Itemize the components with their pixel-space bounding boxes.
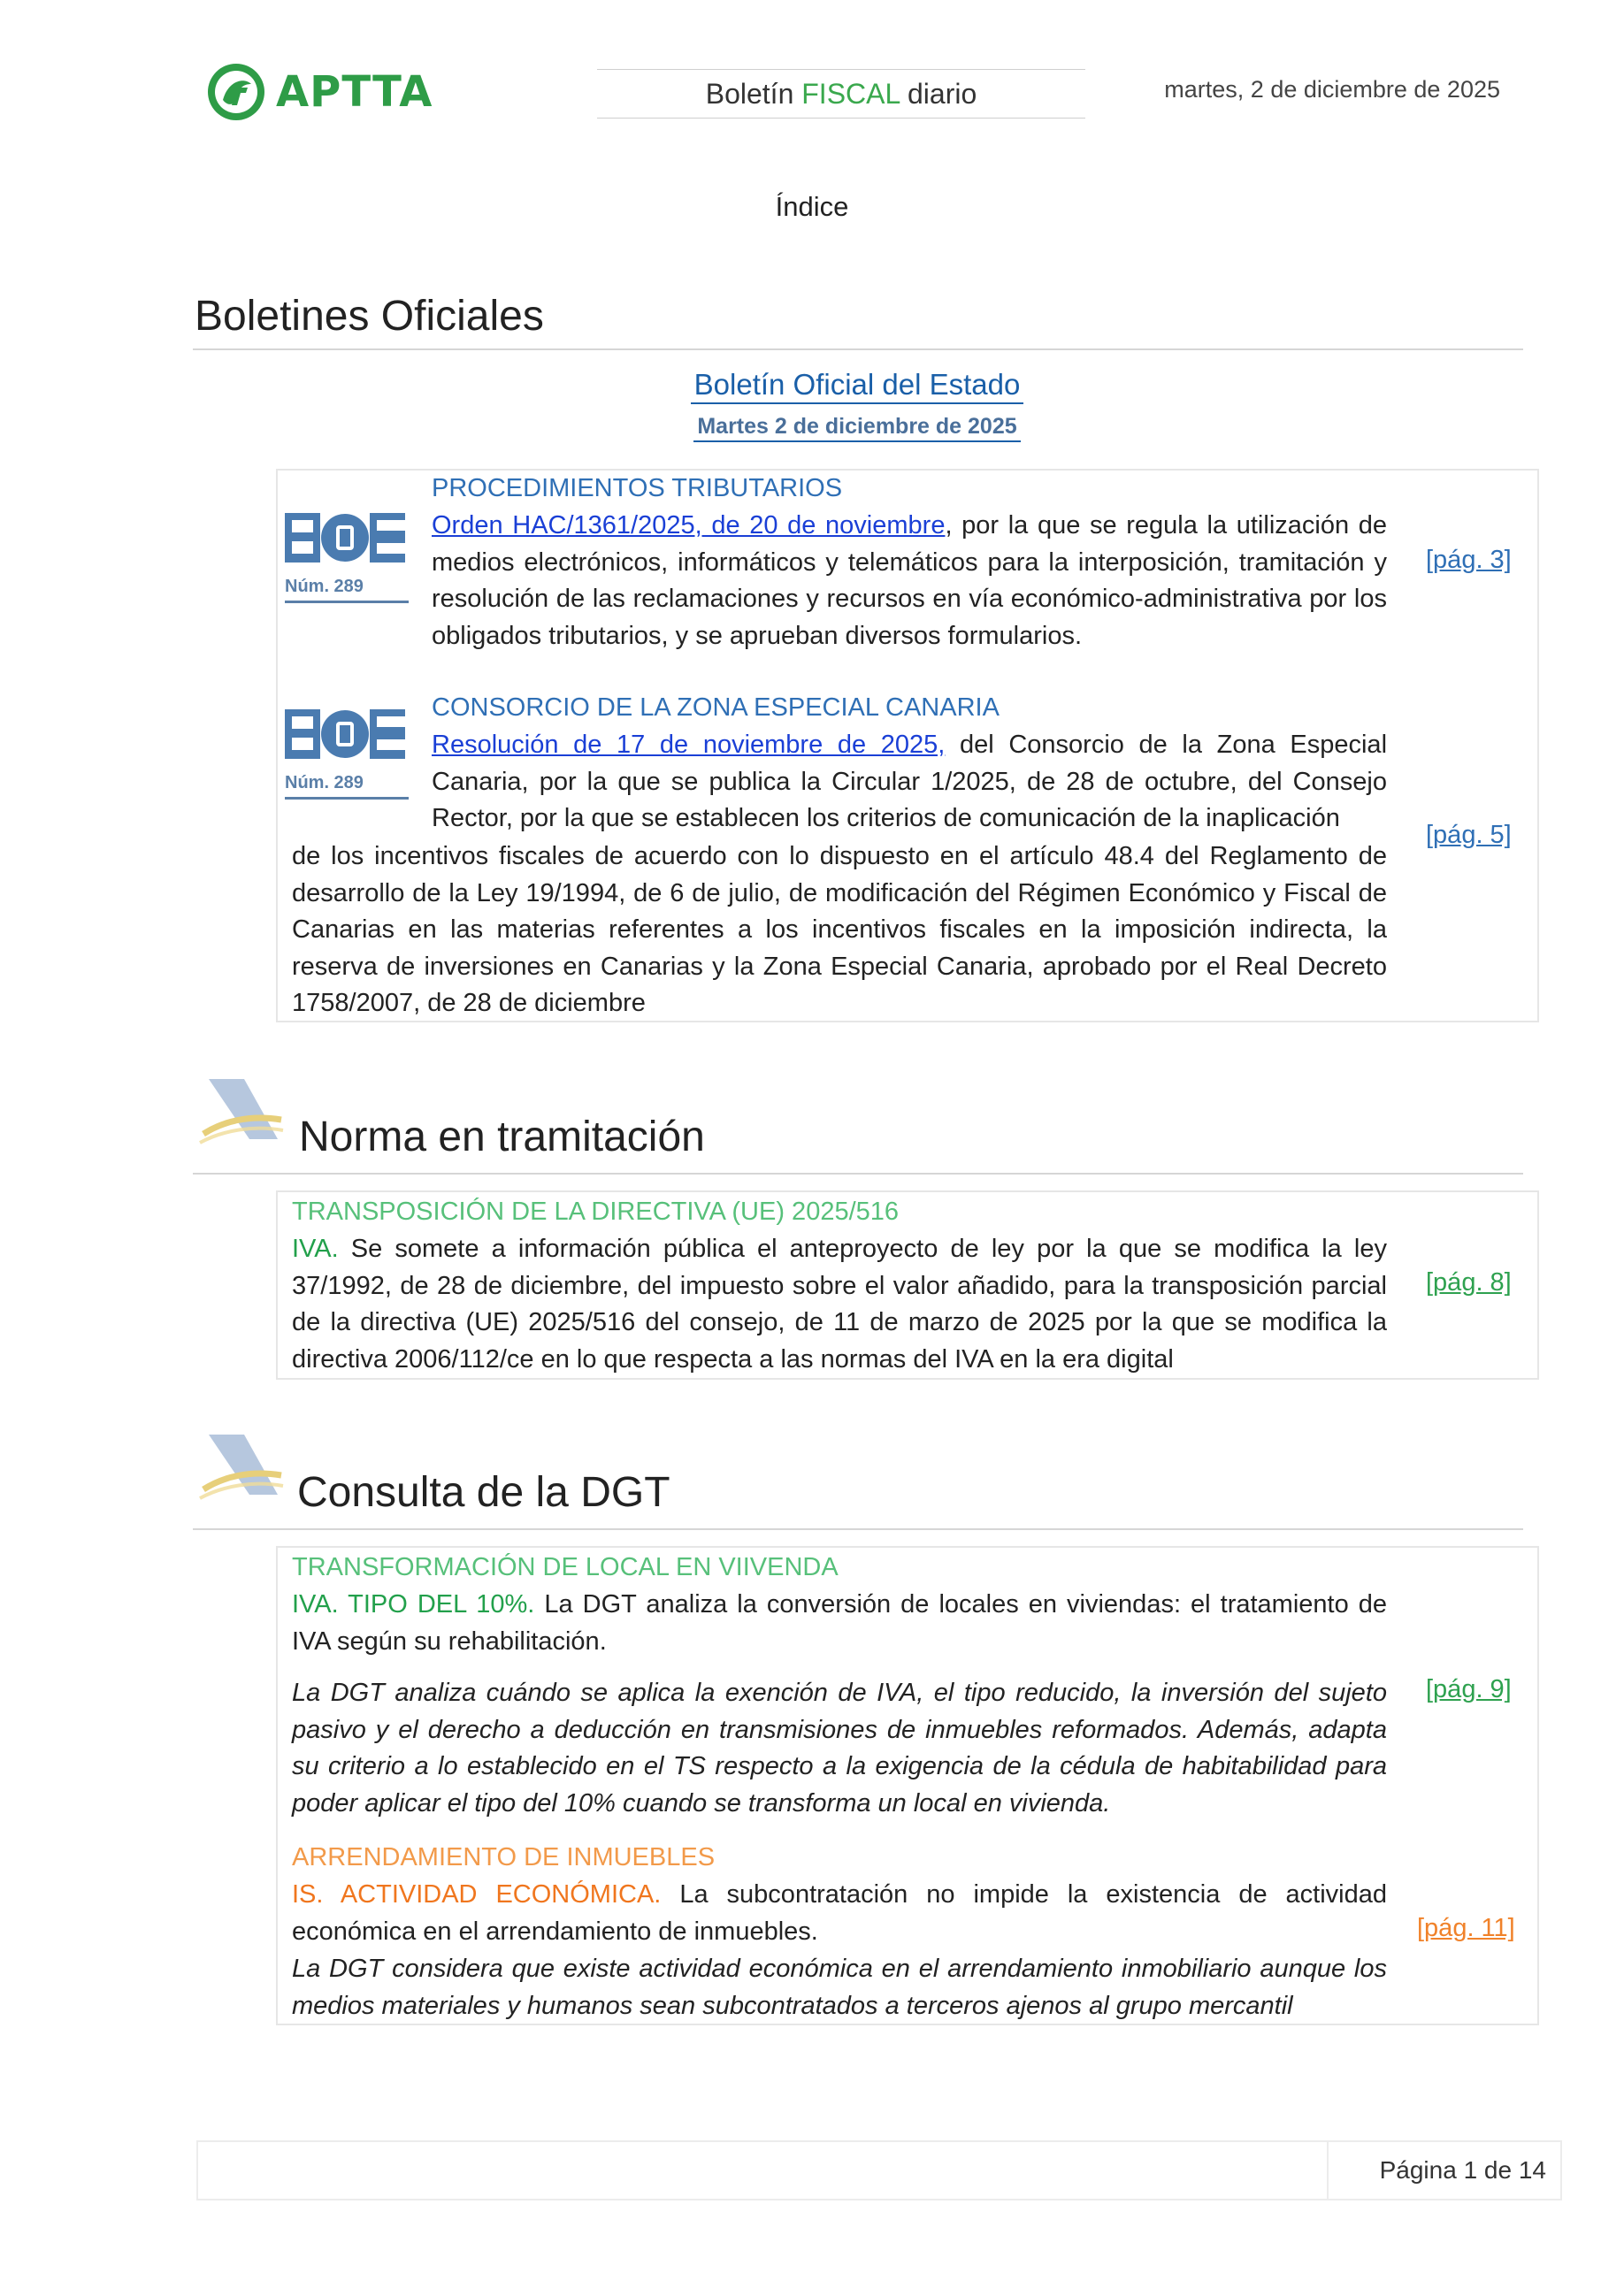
title-suffix: diario — [907, 78, 977, 110]
entry-body — [292, 1587, 1387, 1660]
logo-text: APTTA — [276, 67, 433, 117]
boe-date — [0, 414, 1624, 440]
entry-heading: TRANSPOSICIÓN DE LA DIRECTIVA (UE) 2025/516 — [292, 1198, 900, 1226]
footer-divider — [1327, 2142, 1329, 2199]
entry-summary: La DGT analiza cuándo se aplica la exención de IVA, el tipo reducido, la inversión del sujeto pasivo y el derecho a deducción en transmisiones de inmuebles reformados. Además, adapta su criterio a lo establecido en el TS respecto a la exigencia de la cédula de habitabilidad para poder aplicar el tipo del 10% cuando se transforma un local en vivienda. — [292, 1679, 1387, 1818]
aeat-logo-icon — [196, 1070, 285, 1150]
page-link[interactable]: [pág. 11] — [1417, 1914, 1515, 1942]
boe-logo — [285, 708, 409, 800]
entry-lead: IS. ACTIVIDAD ECONÓMICA. — [292, 1880, 662, 1909]
aptta-logo-icon — [205, 61, 267, 123]
entry-text: La DGT analiza la conversión de locales en viviendas: el tratamiento de IVA según su rehabilitación. — [292, 1590, 1387, 1656]
entry-summary: La DGT considera que existe actividad económica en el arrendamiento inmobiliario aunque los medios materiales y humanos sean subcontratados a terceros ajenos al grupo mercantil — [292, 1955, 1387, 2020]
entry-heading: ARRENDAMIENTO DE INMUEBLES — [292, 1843, 716, 1871]
page-link[interactable]: [pág. 8] — [1426, 1268, 1512, 1297]
section-title-boletines: Boletines Oficiales — [195, 293, 544, 340]
entry-link[interactable]: Orden HAC/1361/2025, de 20 de noviembre — [432, 511, 946, 540]
entry-text: , por la que se regula la utilización de medios electrónicos, informáticos y telemáticos para la interposición, tramitación y resolución de las reclamaciones y recursos en vía económico-administrativa por los obligados tributarios, y se aprueban diversos formularios. — [432, 511, 1387, 650]
section-divider — [193, 1173, 1523, 1175]
entry-link[interactable]: Resolución de 17 de noviembre de 2025, — [432, 731, 946, 759]
entry-lead: IVA. TIPO DEL 10%. — [292, 1590, 535, 1619]
aptta-logo — [205, 58, 462, 126]
page-link[interactable]: [pág. 3] — [1426, 546, 1512, 574]
entry-text: del Consorcio de la Zona Especial Canaria, por la que se publica la Circular 1/2025, de 28 de octubre, del Consejo Rector, por la que se establecen los criterios de comunicación de la inaplicación — [432, 731, 1388, 832]
section-title-norma: Norma en tramitación — [299, 1114, 705, 1160]
boe-title — [0, 368, 1624, 402]
entry-body — [292, 1231, 1387, 1378]
page-number: Página 1 de 14 — [1379, 2156, 1546, 2184]
boe-title-text: Boletín Oficial del Estado — [691, 368, 1024, 404]
boe-date-text: Martes 2 de diciembre de 2025 — [693, 414, 1020, 442]
page-footer — [196, 2140, 1562, 2200]
page-link[interactable]: [pág. 9] — [1426, 1675, 1512, 1703]
aeat-logo-icon — [196, 1426, 285, 1505]
title-prefix: Boletín — [705, 78, 794, 110]
boe-logo-icon — [285, 511, 405, 564]
entry-text: Se somete a información pública el anteproyecto de ley por la que se modifica la ley 37/1992, de 28 de diciembre, del impuesto sobre el valor añadido, para la transposición parcial de la directiva (UE) 2025/516 del consejo, de 11 de marzo de 2025 por la que se modifica la directiva 2006/112/ce en lo que respecta a las normas del IVA en la era digital — [292, 1235, 1387, 1374]
entry-heading: CONSORCIO DE LA ZONA ESPECIAL CANARIA — [432, 693, 1000, 722]
entry-heading: TRANSFORMACIÓN DE LOCAL EN VIIVENDA — [292, 1553, 839, 1581]
page-link[interactable]: [pág. 5] — [1426, 821, 1512, 849]
title-highlight: FISCAL — [801, 78, 900, 110]
boe-issue-badge: Núm. 289 — [285, 577, 409, 603]
entry-body — [432, 727, 1387, 838]
entry-lead: IVA. — [292, 1235, 339, 1263]
entry-body — [292, 1877, 1387, 1950]
boe-issue-badge: Núm. 289 — [285, 773, 409, 800]
section-title-consulta: Consulta de la DGT — [297, 1469, 670, 1516]
entry-text: La subcontratación no impide la existencia de actividad económica en el arrendamiento de inmuebles. — [292, 1880, 1387, 1946]
entry-body-continued: de los incentivos fiscales de acuerdo con lo dispuesto en el artículo 48.4 del Reglamento de desarrollo de la Ley 19/1994, de 6 de julio, de modificación del Régimen Económico y Fiscal de Canarias en las materias referentes a los incentivos fiscales en la imposición indirecta, la reserva de inversiones en Canarias y la Zona Especial Canaria, aprobado por el Real Decreto 1758/2007, de 28 de diciembre — [292, 842, 1387, 1017]
section-divider — [193, 1528, 1523, 1530]
entry-heading: PROCEDIMIENTOS TRIBUTARIOS — [432, 474, 843, 502]
boe-logo-icon — [285, 708, 405, 761]
header-date: martes, 2 de diciembre de 2025 — [1164, 76, 1500, 103]
index-title: Índice — [775, 191, 849, 222]
bulletin-title — [597, 69, 1085, 119]
boe-logo — [285, 511, 409, 603]
section-divider — [193, 348, 1523, 350]
entry-body — [432, 508, 1387, 654]
